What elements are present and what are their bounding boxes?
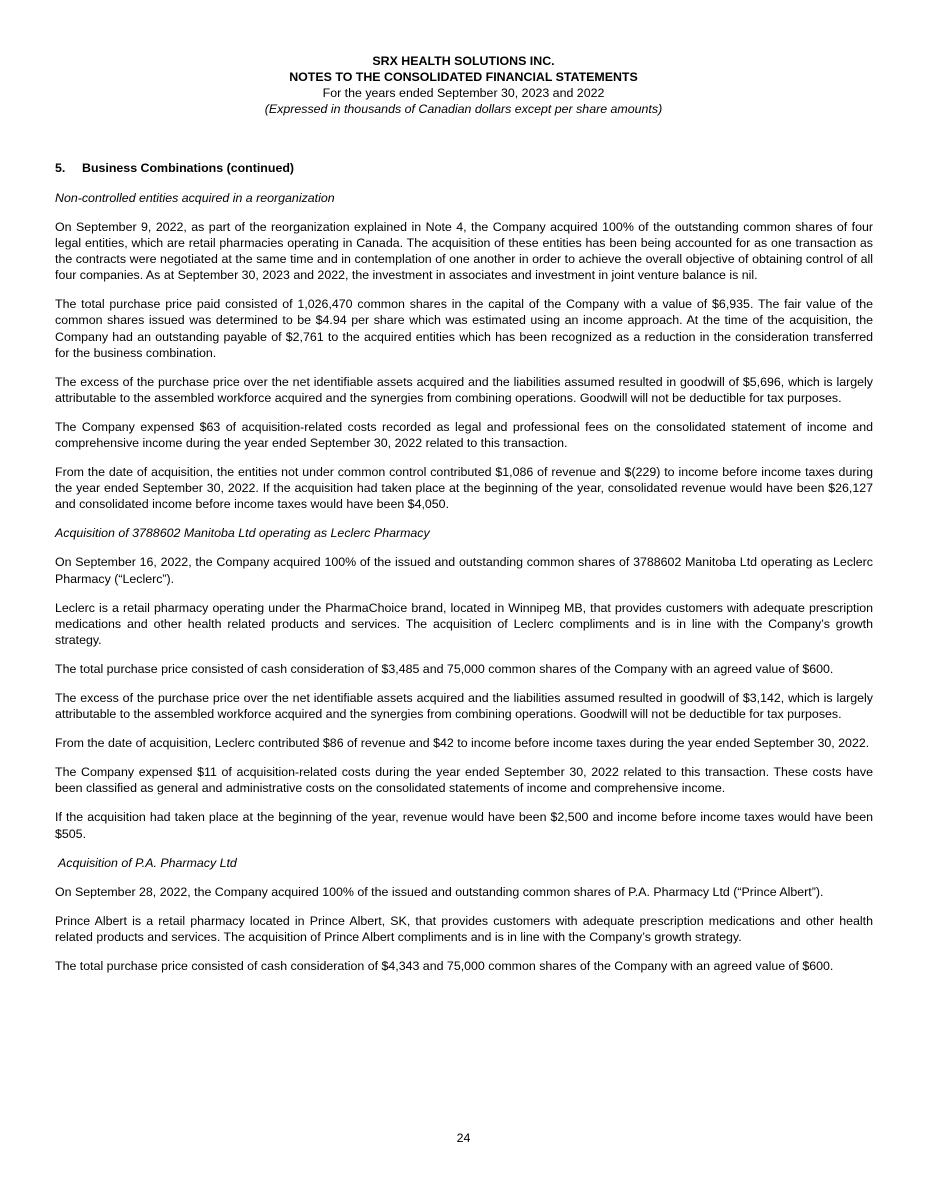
paragraph: On September 9, 2022, as part of the reorganization explained in Note 4, the Company acquired 100% of the outstanding common shares of four legal entities, which are retail pharmacies operating in Canada. The acquisition of these entities has been being accounted for as one transaction as the contracts were negotiated at the same time and in contemplation of one another in order to achieve the overall objective of obtaining control of all four companies. As at September 30, 2023 and 2022, the investment in associates and investment in joint venture balance is nil. [55,220,873,283]
page-number: 24 [456,1131,471,1145]
subheading-non-controlled-entities: Non-controlled entities acquired in a reorganization [55,191,335,205]
paragraph: The excess of the purchase price over the net identifiable assets acquired and the liabilities assumed resulted in goodwill of $5,696, which is largely attributable to the assembled workforce acquired and the synergies from combining operations. Goodwill will not be deductible for tax purposes. [55,374,873,405]
section-number: 5. [55,161,66,175]
paragraph: On September 28, 2022, the Company acquired 100% of the issued and outstanding common shares of P.A. Pharmacy Ltd (“Prince Albert”). [55,884,824,899]
document-title: NOTES TO THE CONSOLIDATED FINANCIAL STATEMENTS [289,70,638,84]
section-title: Business Combinations (continued) [82,161,295,175]
page-header [0,53,927,117]
paragraph: The Company expensed $63 of acquisition-related costs recorded as legal and professional fees on the consolidated statement of income and comprehensive income during the year ended September 30, 2022 related to this transaction. [55,419,873,451]
paragraph: If the acquisition had taken place at the beginning of the year, revenue would have been $2,500 and income before income taxes would have been $505. [55,810,873,841]
note-content [55,160,873,987]
reporting-period: For the years ended September 30, 2023 and 2022 [322,86,605,100]
paragraph: From the date of acquisition, Leclerc contributed $86 of revenue and $42 to income before income taxes during the year ended September 30, 2022. [55,736,870,751]
paragraph: The Company expensed $11 of acquisition-related costs during the year ended September 30, 2022 related to this transaction. These costs have been classified as general and administrative costs on the consolidated statements of income and comprehensive income. [55,765,873,796]
company-name: SRX HEALTH SOLUTIONS INC. [372,54,555,68]
paragraph: The excess of the purchase price over the net identifiable assets acquired and the liabilities assumed resulted in goodwill of $3,142, which is largely attributable to the assembled workforce acquired and the synergies from combining operations. Goodwill will not be deductible for tax purposes. [55,690,873,722]
section-heading [55,160,873,176]
subheading-leclerc-acquisition: Acquisition of 3788602 Manitoba Ltd operating as Leclerc Pharmacy [55,526,430,541]
paragraph: The total purchase price consisted of cash consideration of $3,485 and 75,000 common shares of the Company with an agreed value of $600. [55,661,834,676]
paragraph: Leclerc is a retail pharmacy operating under the PharmaChoice brand, located in Winnipeg MB, that provides customers with adequate prescription medications and other health related products and services. The acquisition of Leclerc compliments and is in line with the Company’s growth strategy. [55,600,873,647]
currency-note: (Expressed in thousands of Canadian dollars except per share amounts) [264,102,663,116]
paragraph: Prince Albert is a retail pharmacy located in Prince Albert, SK, that provides customers with adequate prescription medications and other health related products and services. The acquisition of Prince Albert compliments and is in line with the Company’s growth strategy. [55,913,873,944]
paragraph: On September 16, 2022, the Company acquired 100% of the issued and outstanding common shares of 3788602 Manitoba Ltd operating as Leclerc Pharmacy (“Leclerc”). [55,555,873,586]
paragraph: From the date of acquisition, the entities not under common control contributed $1,086 of revenue and $(229) to income before income taxes during the year ended September 30, 2022. If the acquisition had taken place at the beginning of the year, consolidated revenue would have been $26,127 and consolidated income before income taxes would have been $4,050. [55,465,873,512]
paragraph: The total purchase price paid consisted of 1,026,470 common shares in the capital of the Company with a value of $6,935. The fair value of the common shares issued was determined to be $4.94 per share which was estimated using an income approach. At the time of the acquisition, the Company had an outstanding payable of $2,761 to the acquired entities which has been recognized as a reduction in the consideration transferred for the business combination. [55,297,873,360]
subheading-pa-pharmacy-acquisition: Acquisition of P.A. Pharmacy Ltd [55,855,237,870]
paragraph: The total purchase price consisted of cash consideration of $4,343 and 75,000 common shares of the Company with an agreed value of $600. [55,958,834,973]
